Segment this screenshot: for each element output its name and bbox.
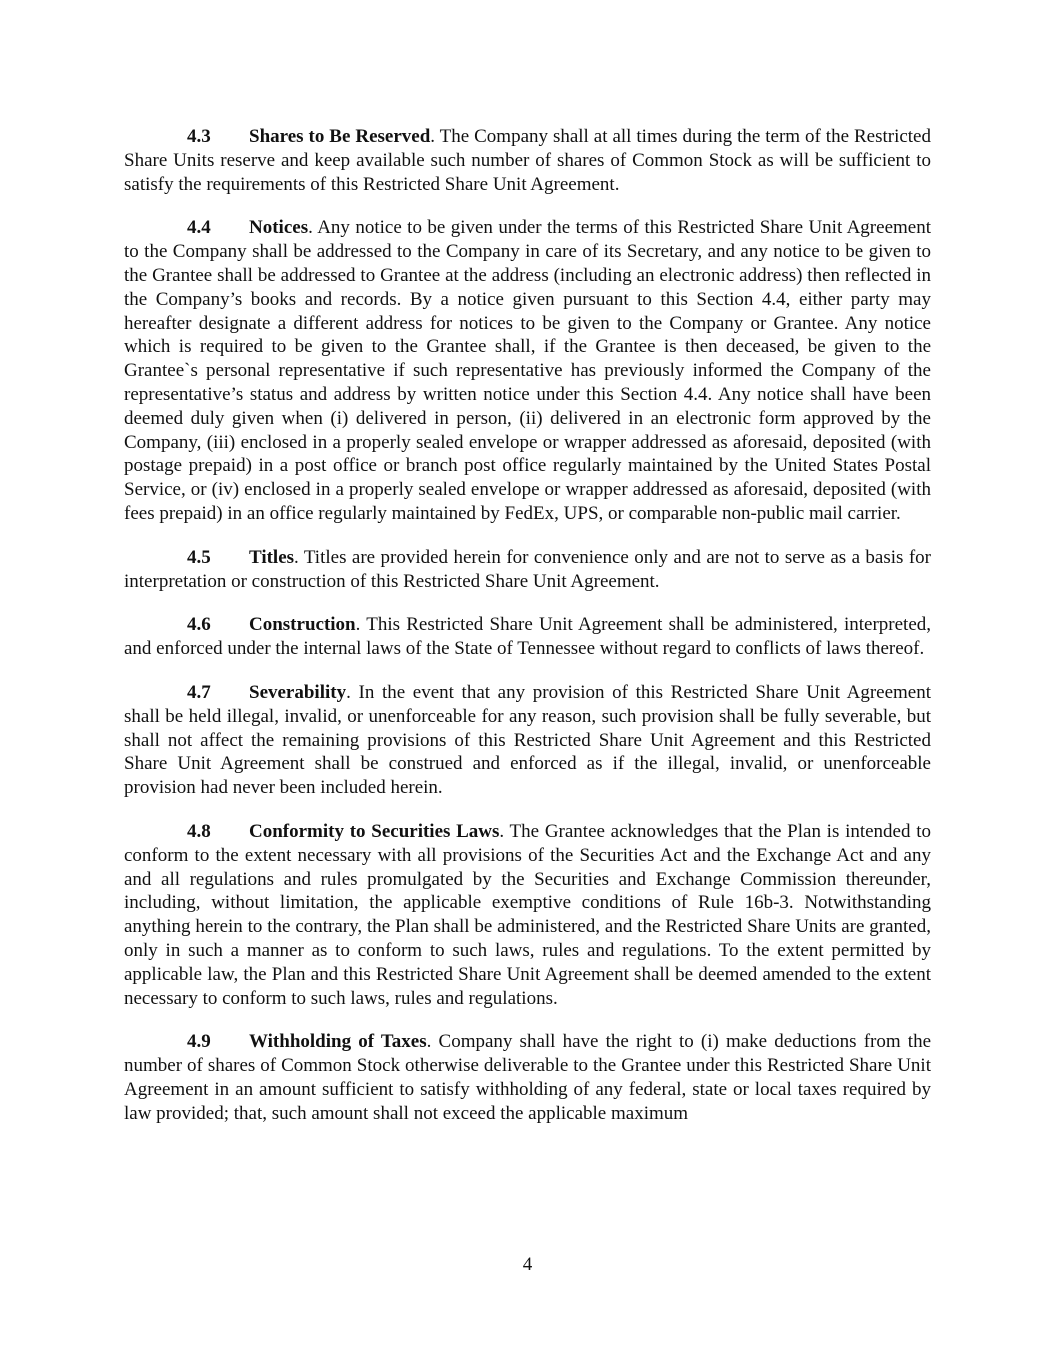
section-title: Notices <box>249 217 309 239</box>
section-title: Severability <box>249 681 347 703</box>
section-title: Shares to Be Reserved <box>249 126 431 147</box>
section-title: Withholding of Taxes <box>249 1031 427 1053</box>
section-title: Titles <box>249 546 295 568</box>
section-4-9 <box>124 1030 931 1125</box>
section-text: . In the event that any provision of this Restricted Share Unit Agreement shall be held illegal, invalid, or unenforceable for any reason, such provision shall be fully severable, but shall not affect the remaining provisions of this Restricted Share Unit Agreement and this Restricted Share Unit Agreement shall be construed and enforced as if the illegal, invalid, or unenforceable provision had never been included herein. <box>124 681 931 799</box>
section-4-5 <box>124 546 931 594</box>
section-number: 4.6 <box>187 614 211 636</box>
section-text: . This Restricted Share Unit Agreement shall be administered, interpreted, and enforced under the internal laws of the State of Tennessee without regard to conflicts of laws thereof. <box>124 614 931 660</box>
section-text: . The Grantee acknowledges that the Plan is intended to conform to the extent necessary with all provisions of the Securities Act and the Exchange Act and any and all regulations and rules promulgated by the Securities and Exchange Commission thereunder, including, without limitation, the applicable exemptive conditions of Rule 16b-3. Notwithstanding anything herein to the contrary, the Plan shall be administered, and the Restricted Share Units are granted, only in such a manner as to conform to such laws, rules and regulations. To the extent permitted by applicable law, the Plan and this Restricted Share Unit Agreement shall be deemed amended to the extent necessary to conform to such laws, rules and regulations. <box>124 820 931 1009</box>
section-4-3 <box>124 125 931 196</box>
page-number: 4 <box>522 1254 533 1275</box>
section-number: 4.5 <box>187 546 211 568</box>
section-text: . Titles are provided herein for convenience only and are not to serve as a basis for interpretation or construction of this Restricted Share Unit Agreement. <box>124 546 931 592</box>
section-number: 4.3 <box>187 126 211 147</box>
section-4-8 <box>124 820 931 1010</box>
section-number: 4.4 <box>187 217 211 239</box>
section-number: 4.7 <box>187 681 211 703</box>
section-number: 4.9 <box>187 1031 211 1053</box>
section-4-6 <box>124 613 931 661</box>
section-number: 4.8 <box>187 820 211 842</box>
section-text: . The Company shall at all times during the term of the Restricted Share Units reserve and keep available such number of shares of Common Stock as will be sufficient to satisfy the requirements of this Restricted Share Unit Agreement. <box>124 126 931 195</box>
section-text: . Any notice to be given under the terms of this Restricted Share Unit Agreement to the Company shall be addressed to the Company in care of its Secretary, and any notice to be given to the Grantee shall be addressed to Grantee at the address (including an electronic address) then reflected in the Company’s books and records. By a notice given pursuant to this Section 4.4, either party may hereafter designate a different address for notices to be given to the Company or Grantee. Any notice which is required to be given to the Grantee shall, if the Grantee is then deceased, be given to the Grantee`s personal representative if such representative has previously informed the Company of the representative’s status and address by written notice under this Section 4.4. Any notice shall have been deemed duly given when (i) delivered in person, (ii) delivered in an electronic form approved by the Company, (iii) enclosed in a properly sealed envelope or wrapper addressed as aforesaid, deposited (with postage prepaid) in a post office or branch post office regularly maintained by the United States Postal Service, or (iv) enclosed in a properly sealed envelope or wrapper addressed as aforesaid, deposited (with fees prepaid) in an office regularly maintained by FedEx, UPS, or comparable non-public mail carrier. <box>124 217 931 524</box>
section-title: Conformity to Securities Laws <box>249 820 500 842</box>
document-body <box>124 125 931 1145</box>
section-4-4 <box>124 216 931 525</box>
section-4-7 <box>124 681 931 800</box>
section-title: Construction <box>249 614 356 636</box>
section-text: . Company shall have the right to (i) make deductions from the number of shares of Common Stock otherwise deliverable to the Grantee under this Restricted Share Unit Agreement in an amount sufficient to satisfy withholding of any federal, state or local taxes required by law provided; that, such amount shall not exceed the applicable maximum <box>124 1031 932 1124</box>
